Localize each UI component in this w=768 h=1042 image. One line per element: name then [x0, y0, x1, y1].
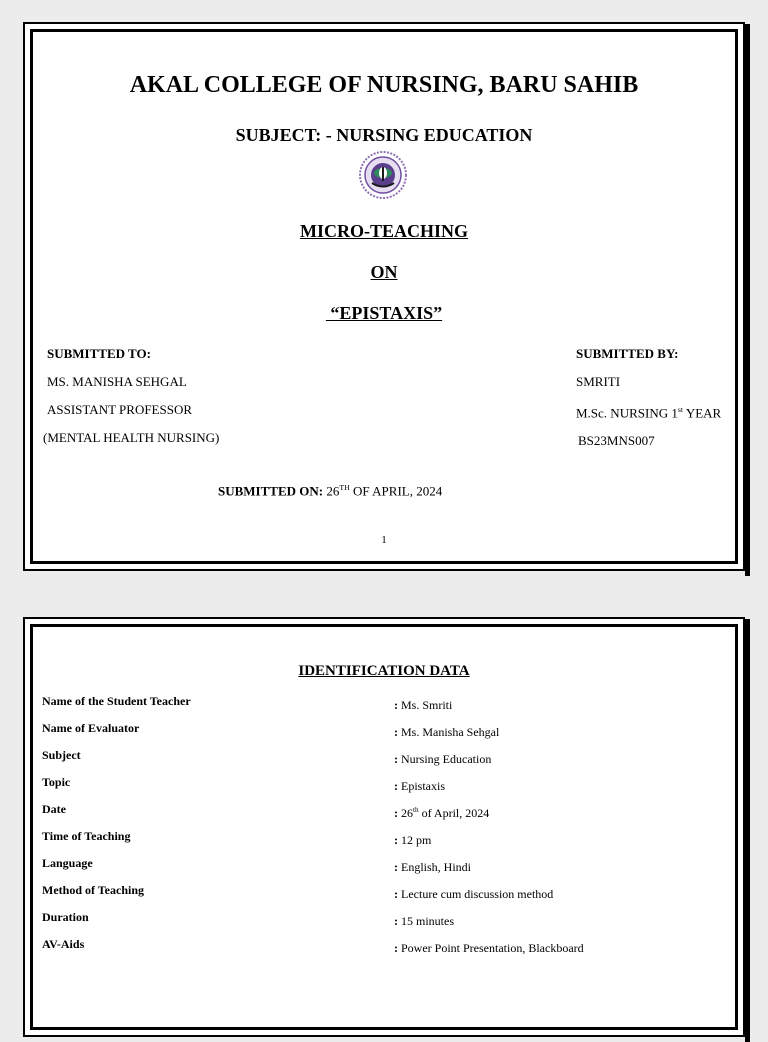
row-separator: :: [394, 860, 398, 874]
submitted-to-block: [43, 340, 220, 452]
submitted-on-label: SUBMITTED ON:: [218, 483, 324, 499]
row-value-text: Ms. Manisha Sehgal: [401, 725, 500, 739]
row-value-text: Ms. Smriti: [401, 698, 453, 712]
row-value: [394, 698, 452, 713]
row-value-text: Epistaxis: [401, 779, 445, 793]
page-shadow: [745, 619, 750, 1042]
row-key: Language: [42, 856, 93, 870]
table-row: [42, 694, 722, 721]
title-topic-text: “EPISTAXIS”: [325, 303, 443, 323]
title-topic: [25, 303, 743, 324]
row-value-text: Nursing Education: [401, 752, 492, 766]
row-key: Name of the Student Teacher: [42, 694, 191, 708]
submitted-by-block: [576, 340, 721, 455]
row-value: [394, 752, 491, 767]
submitted-on-line: [218, 483, 442, 499]
row-separator: :: [394, 887, 398, 901]
row-key: Time of Teaching: [42, 829, 131, 843]
table-row: [42, 883, 722, 910]
row-separator: :: [394, 752, 398, 766]
identification-table: [42, 694, 722, 964]
row-separator: :: [394, 833, 398, 847]
title-on: ON: [370, 262, 398, 282]
cover-page: [23, 22, 745, 571]
row-value: [394, 941, 584, 956]
submitted-by-name: SMRITI: [576, 374, 621, 389]
row-value: [394, 887, 553, 902]
submitted-by-roll: BS23MNS007: [578, 433, 655, 449]
title-micro-teaching: MICRO-TEACHING: [299, 221, 468, 241]
page-number: 1: [381, 534, 387, 546]
row-separator: :: [394, 806, 398, 820]
row-key: Name of Evaluator: [42, 721, 140, 735]
row-key: Topic: [42, 775, 71, 789]
row-separator: :: [394, 941, 398, 955]
course-suffix: YEAR: [683, 405, 722, 421]
course-sup: st: [677, 405, 684, 414]
row-value-text: 26: [401, 806, 413, 820]
submitted-to-designation: ASSISTANT PROFESSOR: [47, 402, 193, 417]
identification-title: IDENTIFICATION DATA: [298, 663, 470, 679]
table-row: [42, 748, 722, 775]
submitted-to-label: SUBMITTED TO:: [47, 346, 151, 361]
submitted-to-department: (MENTAL HEALTH NURSING): [43, 430, 220, 445]
table-row: [42, 721, 722, 748]
table-row: [42, 829, 722, 856]
table-row: [42, 802, 722, 829]
submitted-on-day: 26: [323, 483, 340, 499]
row-value-text: 12 pm: [401, 833, 432, 847]
submitted-by-course: [576, 396, 721, 427]
table-row: [42, 937, 722, 964]
row-value: [394, 914, 454, 929]
submitted-on-day-sup: TH: [339, 483, 350, 492]
table-row: [42, 856, 722, 883]
row-value: [394, 779, 445, 794]
submitted-on-rest: OF APRIL, 2024: [349, 483, 443, 499]
college-logo-icon: [358, 150, 408, 200]
row-value: [394, 806, 489, 821]
row-key: Method of Teaching: [42, 883, 145, 897]
row-key: AV-Aids: [42, 937, 85, 951]
row-separator: :: [394, 914, 398, 928]
row-value: [394, 833, 431, 848]
row-value-text: 15 minutes: [401, 914, 454, 928]
page-shadow: [745, 24, 750, 576]
row-value-text: Lecture cum discussion method: [401, 887, 554, 901]
row-separator: :: [394, 698, 398, 712]
college-name: AKAL COLLEGE OF NURSING, BARU SAHIB: [129, 72, 639, 98]
course-text: M.Sc. NURSING 1: [576, 405, 678, 421]
row-value: [394, 725, 499, 740]
subject-heading: SUBJECT: - NURSING EDUCATION: [235, 125, 533, 145]
row-key: Date: [42, 802, 66, 816]
table-row: [42, 910, 722, 937]
row-key: Subject: [42, 748, 81, 762]
row-separator: :: [394, 779, 398, 793]
row-value: [394, 860, 471, 875]
row-key: Duration: [42, 910, 89, 924]
row-value-text: English, Hindi: [401, 860, 472, 874]
submitted-to-name: MS. MANISHA SEHGAL: [47, 374, 187, 389]
submitted-by-label: SUBMITTED BY:: [576, 346, 679, 361]
row-value-sup: th: [413, 806, 419, 814]
row-value-rest: of April, 2024: [418, 806, 490, 820]
row-separator: :: [394, 725, 398, 739]
table-row: [42, 775, 722, 802]
row-value-text: Power Point Presentation, Blackboard: [401, 941, 584, 955]
identification-page: [23, 617, 745, 1037]
